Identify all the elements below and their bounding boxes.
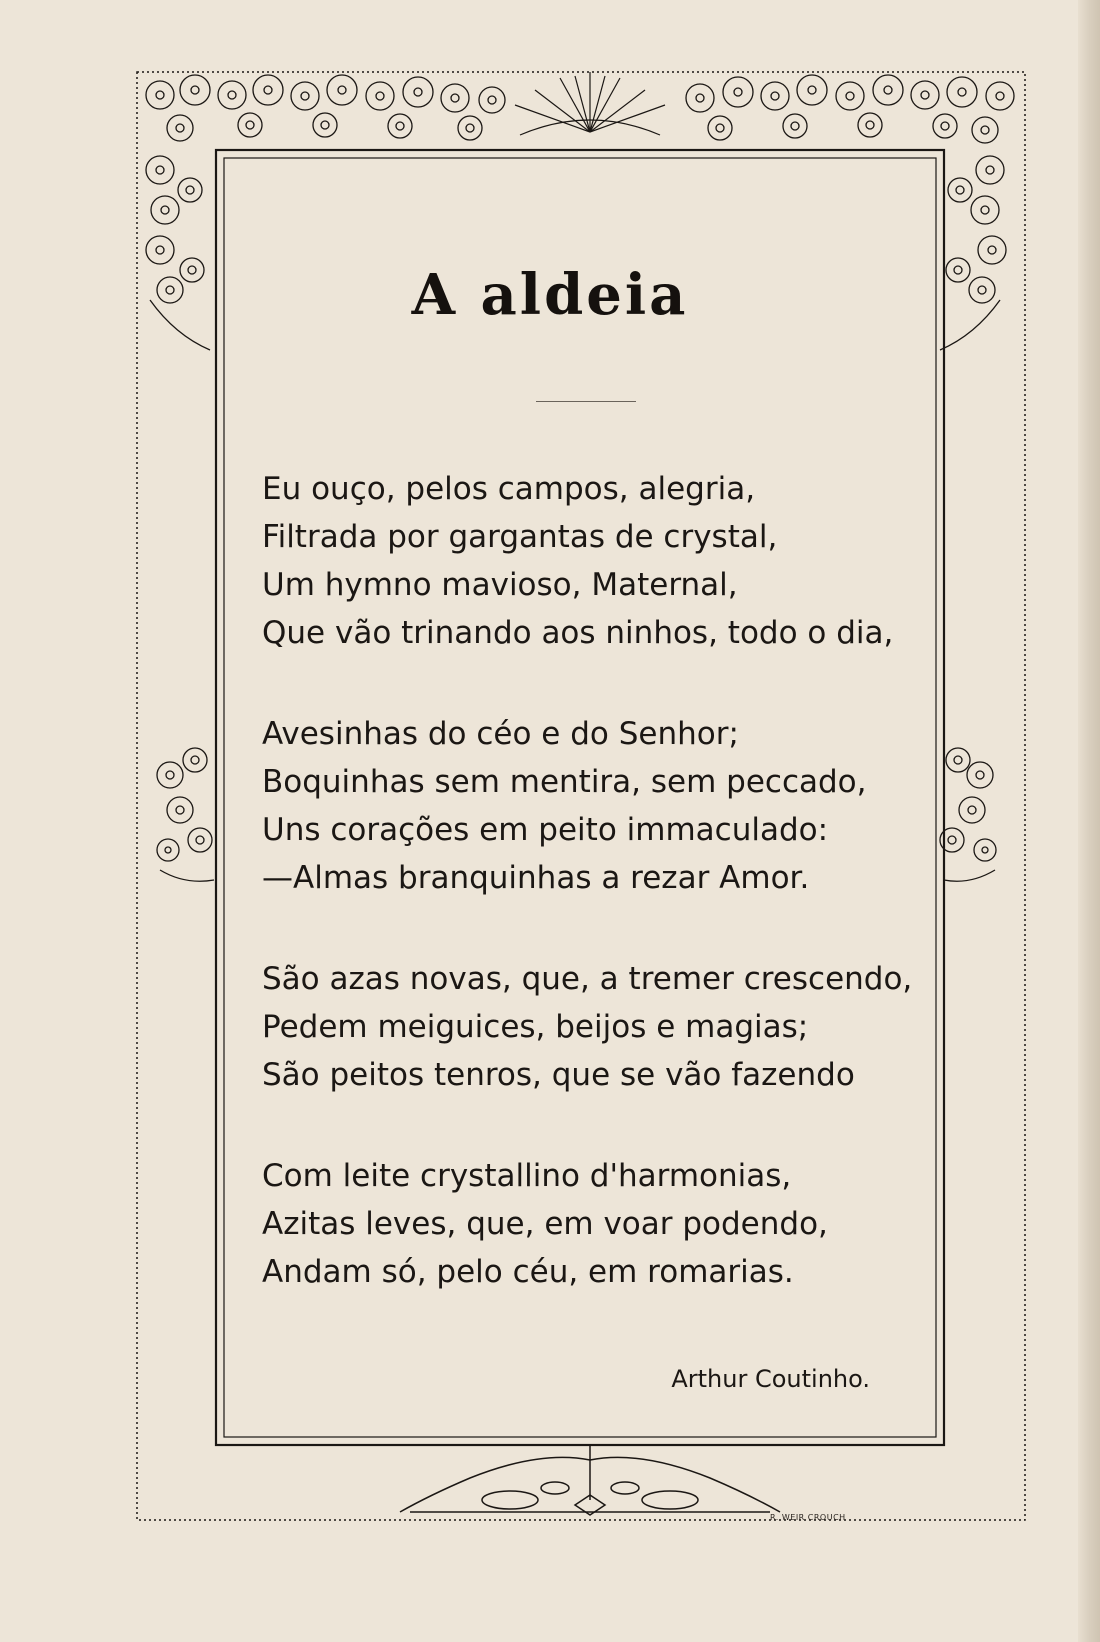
- poem-line: Eu ouço, pelos campos, alegria,: [262, 471, 756, 507]
- poem-line: Pedem meiguices, beijos e magias;: [262, 1009, 809, 1045]
- poem-line: Andam só, pelo céu, em romarias.: [262, 1254, 794, 1290]
- illustrator-credit: R. WEIR CROUCH: [770, 1513, 846, 1522]
- poem-line: Uns corações em peito immaculado:: [262, 812, 829, 848]
- poem-body: [262, 465, 922, 1349]
- poem-line: São azas novas, que, a tremer crescendo,: [262, 961, 913, 997]
- stanza-3: [262, 955, 922, 1099]
- poem-line: —Almas branquinhas a rezar Amor.: [262, 860, 810, 896]
- poem-line: Avesinhas do céo e do Senhor;: [262, 716, 739, 752]
- poem-line: São peitos tenros, que se vão fazendo: [262, 1057, 855, 1093]
- title-divider: [536, 401, 636, 402]
- poem-line: Que vão trinando aos ninhos, todo o dia,: [262, 615, 894, 651]
- flower-cluster-left: [157, 748, 214, 881]
- poem-title: A aldeia: [411, 262, 689, 328]
- stanza-2: [262, 710, 922, 902]
- stanza-1: [262, 465, 922, 657]
- stanza-4: [262, 1152, 922, 1296]
- poem-line: Azitas leves, que, em voar podendo,: [262, 1206, 828, 1242]
- poem-line: Boquinhas sem mentira, sem peccado,: [262, 764, 867, 800]
- bottom-scroll-ornament: [400, 1445, 780, 1515]
- poem-line: Um hymno mavioso, Maternal,: [262, 567, 738, 603]
- author-signature: Arthur Coutinho.: [671, 1365, 870, 1393]
- poem-line: Filtrada por gargantas de crystal,: [262, 519, 778, 555]
- flower-cluster-right: [940, 748, 996, 881]
- sun-rays-ornament: [515, 72, 665, 135]
- poem-line: Com leite crystallino d'harmonias,: [262, 1158, 792, 1194]
